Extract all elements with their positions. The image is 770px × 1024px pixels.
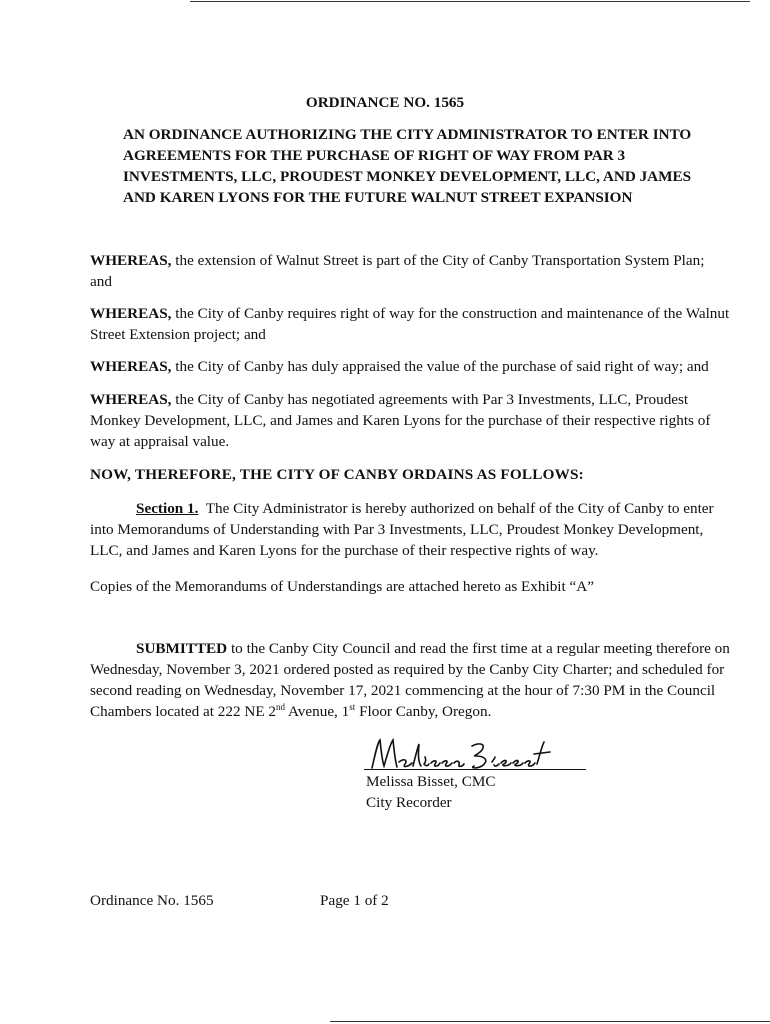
- whereas-label: WHEREAS,: [90, 305, 172, 322]
- section-1-label: Section 1.: [136, 500, 199, 517]
- footer-ordinance-number: Ordinance No. 1565: [90, 892, 214, 909]
- ordinance-title: ORDINANCE NO. 1565: [305, 94, 465, 111]
- ordinance-subtitle: AN ORDINANCE AUTHORIZING THE CITY ADMINISTRATOR TO ENTER INTO AGREEMENTS FOR THE PURCHASE OF RIGHT OF WAY FROM PAR 3 INVESTMENTS, LLC, PROUDEST MONKEY DEVELOPMENT, LLC, AND JAMES AND KAREN LYONS FOR THE FUTURE WALNUT STREET EXPANSION: [123, 126, 692, 206]
- superscript: nd: [276, 701, 285, 712]
- submitted-paragraph: [90, 638, 730, 722]
- section-1-text: The City Administrator is hereby authorized on behalf of the City of Canby to enter into Memorandums of Understanding with Par 3 Investments, LLC, Proudest Monkey Development, LLC, and James and Karen Lyons for the purchase of their respective rights of way.: [90, 500, 714, 559]
- whereas-text: the City of Canby has duly appraised the value of the purchase of said right of way; and: [175, 358, 709, 375]
- submitted-text: to the Canby City Council and read the first time at a regular meeting therefore on Wednesday, November 3, 2021 ordered posted as required by the Canby City Charter; and scheduled for second reading on Wednesday, November 17, 2021 commencing at the hour of 7:30 PM in the Council Chambers located at 222 NE 2: [90, 640, 730, 720]
- submitted-text: Avenue, 1: [285, 703, 350, 720]
- signer-title: City Recorder: [366, 794, 452, 811]
- signer-name: Melissa Bisset, CMC: [366, 773, 496, 790]
- whereas-label: WHEREAS,: [90, 391, 172, 408]
- footer-page-number: Page 1 of 2: [320, 892, 389, 909]
- whereas-paragraph-4: [90, 389, 730, 452]
- ordains-heading: NOW, THEREFORE, THE CITY OF CANBY ORDAINS AS FOLLOWS:: [90, 466, 584, 483]
- whereas-paragraph-3: [90, 356, 730, 377]
- whereas-paragraph-2: [90, 303, 730, 345]
- copies-paragraph: Copies of the Memorandums of Understandings are attached hereto as Exhibit “A”: [90, 578, 594, 595]
- scan-artifact-bottom: [330, 1021, 770, 1022]
- submitted-text: Floor Canby, Oregon.: [355, 703, 492, 720]
- section-1-paragraph: [90, 498, 730, 561]
- whereas-text: the extension of Walnut Street is part of the City of Canby Transportation System Plan; and: [90, 252, 705, 290]
- handwritten-signature: [368, 736, 588, 776]
- signature-line: [364, 769, 586, 770]
- whereas-label: WHEREAS,: [90, 252, 172, 269]
- whereas-text: the City of Canby requires right of way for the construction and maintenance of the Walnut Street Extension project; and: [90, 305, 730, 343]
- submitted-label: SUBMITTED: [136, 640, 228, 657]
- whereas-paragraph-1: [90, 250, 730, 292]
- superscript: st: [349, 701, 356, 712]
- scan-artifact-top: [190, 1, 750, 2]
- whereas-label: WHEREAS,: [90, 358, 172, 375]
- whereas-text: the City of Canby has negotiated agreements with Par 3 Investments, LLC, Proudest Monkey Development, LLC, and James and Karen Lyons for the purchase of their respective rights of way at appraisal value.: [90, 391, 711, 450]
